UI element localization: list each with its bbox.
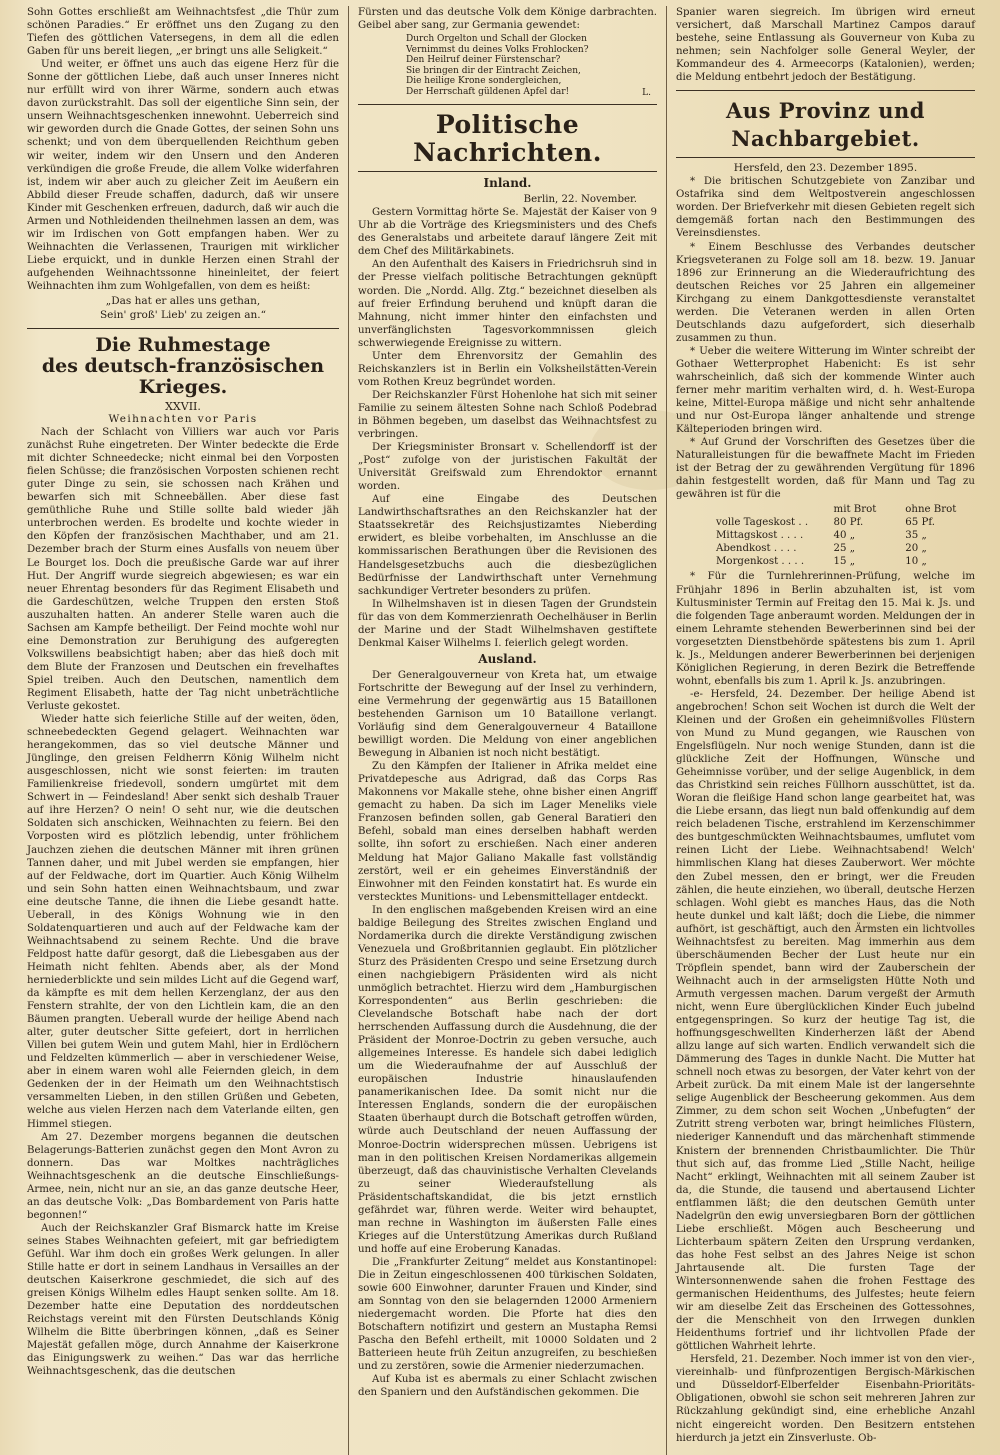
divider [358, 171, 657, 172]
inland-news [358, 206, 657, 650]
table-cell: volle Tageskost . . [716, 517, 809, 529]
heading-line: Die Ruhmestage [95, 334, 271, 357]
column-1 [18, 6, 348, 1455]
table-cell: Abendkost . . . . [716, 543, 797, 555]
table-row [716, 516, 975, 529]
paragraph: Gestern Vormittag hörte Se. Majestät der Kaiser von 9 Uhr ab die Vorträge des Kriegsministers und des Chefs des Generalstabs und arbeitete darauf längere Zeit mit dem Chef des Militärkabinets. [358, 207, 657, 258]
table-cell: 80 Pf. [833, 517, 864, 529]
table-cell: 35 „ [905, 530, 927, 542]
column-2 [348, 6, 666, 1455]
paragraph: Hersfeld, 21. Dezember. Noch immer ist von den vier-, viereinhalb- und fünfprozentigen Bergisch-Märkischen und Düsseldorf-Elberfelder Eisenbahn-Prioritäts-Obligationen, obwohl sie schon seit mehreren Jahren zur Rückzahlung gekündigt sind, eine erhebliche Anzahl nicht eingereicht worden. Den Besitzern entstehen hierdurch ja jetzt ein Zinsverluste. Ob- [676, 1354, 975, 1444]
column-3 [666, 6, 984, 1455]
article-subtitle: Weihnachten vor Paris [108, 413, 258, 426]
local-news-continued [676, 570, 975, 1444]
paragraph: An den Aufenthalt des Kaisers in Friedrichsruh sind in der Presse vielfach politische Betrachtungen geknüpft worden. Die „Nordd. Allg. Ztg.“ bezeichnet dieselben als auf freier Erfindung beruhend und knüpft daran die Mahnung, nicht immer hinter den einfachsten und unverfänglichsten Tagesvorkommnissen gleich schwerwiegende Ereignisse zu wittern. [358, 259, 657, 349]
heading-line: des deutsch-französischen Krieges. [41, 355, 325, 399]
table-cell: 10 „ [905, 556, 927, 568]
paragraph: Die „Frankfurter Zeitung“ meldet aus Konstantinopel: Die in Zeitun eingeschlossenen 400 türkischen Soldaten, sowie 600 Einwohner, darunter Frauen und Kinder, sind am Sonntag von den sie belagernden 12000 Armeniern niedergemacht worden. Die Pforte hat dies den Botschaftern notifizirt und gestern an Mustapha Remsi Pascha den Befehl ertheilt, mit 10000 Soldaten und 2 Batterieen heute früh Zeitun anzugreifen, zu beschießen und zu zerstören, sowie die Armenier niederzumachen. [358, 1256, 657, 1373]
table-cell: 65 Pf. [905, 517, 935, 529]
paragraph: Auf eine Eingabe des Deutschen Landwirthschaftsrathes an den Reichskanzler hat der Staatssekretär des Reichsjustizamtes Nieberding erwidert, es bleibe vorbehalten, im Anschlusse an die kommissarischen Berathungen über die Revisionen des Handelsgesetzbuchs auch die diesbezüglichen Bedürfnisse der Landwirthschaft unter Vernehmung sachkundiger Vertreter besonders zu prüfen. [358, 494, 657, 597]
article-heading [27, 335, 339, 398]
table-cell: 15 „ [833, 556, 856, 568]
col2-intro [358, 6, 657, 32]
table-cell: 25 „ [833, 543, 856, 555]
paragraph: Spanier waren siegreich. Im übrigen wird erneut versichert, daß Marschall Martinez Campos darauf bestehe, seine Entlassung als Gouverneur von Kuba zu nehmen; sein Nachfolger solle General Weyler, der Kommandeur des 4. Armeecorps (Katalonien), werden; die Meldung entbehrt jedoch der Bestätigung. [676, 7, 975, 84]
poem-line: Die heilige Krone sondergleichen, [406, 76, 562, 87]
table-cell [716, 503, 834, 516]
paragraph: Fürsten und das deutsche Volk dem Könige darbrachten. Geibel aber sang, zur Germania gewendet: [358, 7, 657, 32]
table-row [716, 542, 975, 555]
paragraph: -e- Hersfeld, 24. Dezember. Der heilige Abend ist angebrochen! Schon seit Wochen ist durch die Welt der Kleinen und der Großen ein geheimnißvolles Flüstern von Mund zu Mund gegangen, wie Rauschen von Engelsflügeln. Nur noch wenige Stunden, dann ist die glückliche Zeit der Hoffnungen, Wünsche und Geheimnisse vorüber, und der selige Augenblick, in dem das Christkind sein reiches Füllhorn ausschüttet, ist da. Woran die fleißige Hand schon lange gearbeitet hat, was die Liebe ersann, das liegt nun bald offenkundig auf dem reich beladenen Tische, erstrahlend im Kerzenschimmer des buntgeschmückten Weihnachtsbaumes, umflutet vom reinen Licht der Liebe. Weihnachtsabend! Welch' himmlischen Klang hat dieses Zauberwort. Wer möchte den Zubel messen, den er bringt, wer die Freuden zählen, die heute einziehen, wo überall, deutsche Herzen schlagen. Wohl giebt es manches Haus, das die Noth heute dunkel und kalt läßt; doch die Liebe, die nimmer aufhört, ist geschäftigt, auch den Ärmsten ein lichtvolles Weihnachtsfest zu bereiten. Mag immerhin aus dem überschäumenden Becher der Lust heute nur ein Tröpflein spendet, bann wird der Zauberschein der Weihnacht auch in der armseligsten Hütte Noth und Armuth vergessen machen. Darum vergeßt der Armuth nicht, wenn Eure überglücklichen Kinder Euch jubelnd entgegenspringen. So kurz der heutige Tag ist, die hoffnungsgeschwellten Kinderherzen läßt der Abend allzu lange auf sich warten. Endlich verwandelt sich die Dämmerung des Tages in dunkle Nacht. Die Mutter hat schnell noch etwas zu besorgen, der Vater kehrt von der Arbeit zurück. Da mit einem Male ist der langersehnte selige Augenblick der Bescheerung gekommen. Aus dem Zimmer, zu dem schon seit Wochen „Unbefugten“ der Zutritt streng verboten war, bringt heimliches Flüstern, niederiger Kannenduft und das märchenhaft stimmende Knistern der brennenden Christbaumlichter. Die Thür thut sich auf, das fromme Lied „Stille Nacht, heilige Nacht“ erklingt, Weihnachten mit all seinem Zauber ist da, die Stunde, die tausend und abertausend Lichter entflammen läßt; die den deutschen Gemüth unter Nadelgrün den ewig unversiegbaren Born der göttlichen Liebe erschließt. Mögen auch Bescheerung und Lichterbaum spätern Zeiten den Ursprung verdanken, das hohe Fest selbst an des Jahres Neige ist schon Jahrtausende alt. Die fursten Tage der Wintersonnenwende sahen die frohen Festtage des germanischen Heidenthums, des Julfestes; heute feiern wir am dieselbe Zeit das Erscheinen des Gottessohnes, der die Menschheit von den Irrwegen dunklen Heidenthums fortrief und ihr lichtvollen Pfade der göttlichen Wahrheit lehrte. [676, 688, 975, 1353]
hymn-quote [27, 295, 339, 322]
quote-line: „Das hat er alles uns gethan, [105, 295, 261, 308]
paragraph: * Einem Beschlusse des Verbandes deutscher Kriegsveteranen zu Folge soll am 18. bezw. 19. Januar 1896 zur Erinnerung an die Wiederaufrichtung des deutschen Reiches vor 25 Jahren ein allgemeiner Kirchgang zu einem Dankgottesdienste veranstaltet werden. Die Veteranen werden in allen Orten Deutschlands dazu aufgefordert, sich dieserhalb zusammen zu thun. [676, 241, 975, 344]
paragraph: Wieder hatte sich feierliche Stille auf der weiten, öden, schneebedeckten Gegend gelagert. Weihnachten war herangekommen, das so viel deutsche Männer und Jünglinge, den greisen Feldherrn König Wilhelm nicht ausgeschlossen, nicht wie sonst feierten: im trauten Familienkreise friedevoll, sondern umgürtet mit dem Schwert in — Feindesland! Aber senkt sich deshalb Trauer auf ihre Herzen? O nein! O seht nur, wie die deutschen Soldaten sich anschicken, Weihnachten zu feiern. Bei den Vorposten wird es plötzlich lebendig, unter fröhlichem Jauchzen ziehen die deutschen Männer mit ihren grünen Tannen daher, und mit Jubel werden sie empfangen, hier auf der Feldwache, dort im Quartier. Auch König Wilhelm und sein Sohn hatten einen Weihnachtsbaum, und zwar eine deutsche Tanne, die ihnen die Liebe gesandt hatte. Ueberall, in des Königs Wohnung wie in den Soldatenquartieren und auch auf der Feldwache kam der Weihnachtsabend zu seinem Rechte. Und die brave Feldpost hatte dafür gesorgt, daß die Liebesgaben aus der Heimath nicht fehlten. Abends aber, als der Mond herniederblickte und sein mildes Licht auf die Gegend warf, da kämpfte es mit dem hellen Kerzenglanz, der aus den Fenstern strahlte, der von den Lichtlein kam, die an den Bäumen prangten. Ueberall wurde der heilige Abend nach alter, guter deutscher Sitte gefeiert, dort in herrlichen Villen bei gutem Wein und gutem Mahl, hier in Erdlöchern und Feldzelten kümmerlich — aber in verschiedener Weise, aber in einem waren wohl alle Feiernden gleich, in dem Gedenken der in der Heimath um den Weihnachtstisch versammelten Lieben, in den stillen Grüßen und Gebeten, welche aus vielen Herzen nach dem Vaterlande eilten, gen Himmel stiegen. [27, 714, 339, 1130]
paragraph: Und weiter, er öffnet uns auch das eigene Herz für die Sonne der göttlichen Liebe, daß auch unser Inneres nicht nur erfüllt wird von ihrer Wärme, sondern auch etwas davon zurückstrahlt. Das soll der eigentliche Sinn sein, der unsern Weihnachtsgeschenken innewohnt. Ueberreich sind wir geworden durch die Gnade Gottes, der seinen Sohn uns schenkt; und von dem überquellenden Reichthum geben wir weiter, indem wir den Unsern und den Anderen verkündigen die große Freude, die allem Volke widerfahren ist, indem wir aber auch zu gleicher Zeit im Aeußern ein Abbild dieser Freude schaffen, dadurch, daß wir unsere Kinder mit Geschenken erfreuen, dadurch, daß wir auch die Armen und Nothleidenden theilnehmen lassen an dem, was wir im Irdischen von Gott empfangen haben. Wer zu Weihnachten die Verlassenen, Traurigen mit wirklicher Liebe erquickt, und in dunkle Herzen einen Strahl der aufgehenden Weihnachtssonne hineinleitet, der feiert Weihnachten ihm zum Wohlgefallen, von dem es heißt: [27, 59, 339, 292]
paragraph: * Für die Turnlehrerinnen-Prüfung, welche im Frühjahr 1896 in Berlin abzuhalten ist, ist vom Kultusminister Termin auf Freitag den 15. Mai k. Js. und die folgenden Tage anberaumt worden. Meldungen der in einem Lehramte stehenden Bewerberinnen sind bei der vorgesetzten Dienstbehörde spätestens bis zum 1. April k. Js., Meldungen anderer Bewerberinnen bei derjenigen Königlichen Regierung, in deren Bezirk die Betreffende wohnt, ebenfalls bis zum 1. April k. Js. anzubringen. [676, 571, 975, 687]
dateline: Hersfeld, den 23. Dezember 1895. [733, 162, 918, 175]
paragraph: Der Kriegsminister Bronsart v. Schellendorff ist der „Post“ zufolge von der juristischen Fakultät der Universität Greifswald zum Ehrendoktor ernannt worden. [358, 442, 657, 493]
paragraph: Zu den Kämpfen der Italiener in Afrika meldet eine Privatdepesche aus Adrigrad, daß das Corps Ras Makonnens vor Makalle stehe, ohne bisher einen Angriff gemacht zu haben. Da sich im Lager Meneliks viele Franzosen befinden sollen, gab General Baratieri den Befehl, sobald man eines derselben habhaft werden sollte, ihn sofort zu erschießen. Nach einer anderen Meldung hat Major Galiano Makalle fast vollständig zerstört, weil er ein geheimes Einverständniß der Einwohner mit den Feinden konstatirt hat. Es wurde ein verstecktes Munitions- und Lebensmittellager entdeckt. [358, 761, 657, 903]
divider [358, 104, 657, 105]
article-number: XXVII. [165, 400, 201, 414]
ausland-heading: Ausland. [478, 651, 537, 666]
poem [358, 34, 657, 98]
table-cell: 20 „ [905, 543, 927, 555]
table-cell: ohne Brot [905, 504, 957, 516]
table-row [716, 529, 975, 542]
local-news [676, 175, 975, 501]
paragraph: Unter dem Ehrenvorsitz der Gemahlin des Reichskanzlers ist in Berlin ein Volksheilstätten-Verein vom Rothen Kreuz begründet worden. [358, 350, 657, 388]
paragraph: * Die britischen Schutzgebiete von Zanzibar und Ostafrika sind dem Weltpostverein angeschlossen worden. Der Briefverkehr mit diesen Gebieten regelt sich demgemäß fortan nach den Bestimmungen des Vereinsdienstes. [676, 176, 975, 240]
paragraph: * Ueber die weitere Witterung im Winter schreibt der Gothaer Wetterprophet Habenicht: Es ist sehr wahrscheinlich, daß sich der kommende Winter auch ferner mehr maritim verhalten wird, d. h. West-Europa keine, Mittel-Europa mäßige und nicht sehr anhaltende und nur Ost-Europa länger anhaltende und strenge Kälteperioden bringen wird. [676, 345, 975, 436]
paragraph: Auch der Reichskanzler Graf Bismarck hatte im Kreise seines Stabes Weihnachten gefeiert, mit gar befriedigtem Gefühl. War ihm doch ein großes Werk gelungen. In aller Stille hatte er dort in seinem Landhaus in Versailles an der deutschen Kaiserkrone geschmiedet, die sich auf des greisen Königs Wilhelm edles Haupt senken sollte. Am 18. Dezember hatte eine Deputation des norddeutschen Reichstags vereint mit den Fürsten Deutschlands König Wilhelm die Bitte überbringen können, „daß es Seiner Majestät gefallen möge, durch Annahme der Kaiserkrone das Einigungswerk zu weihen.“ Das war das herrliche Weihnachtsgeschenk, das die deutschen [27, 1222, 339, 1378]
table-row [716, 503, 975, 516]
paragraph: Sohn Gottes erschließt am Weihnachtsfest „die Thür zum schönen Paradies.“ Er eröffnet uns den Zugang zu den Tiefen des göttlichen Vatersegens, in dem all die edlen Gaben für uns bereit liegen, „er bringt uns alle Seligkeit.“ [27, 7, 339, 58]
divider [27, 328, 339, 329]
rations-table [716, 503, 975, 568]
table-cell: mit Brot [833, 504, 877, 516]
poem-line: Den Heilruf deiner Fürstenschar? [406, 55, 561, 66]
table-cell: Mittagskost . . . . [716, 530, 804, 542]
poem-line: Sie bringen dir der Eintracht Zeichen, [406, 65, 581, 76]
paragraph: Nach der Schlacht von Villiers war auch vor Paris zunächst Ruhe eingetreten. Der Winter bedeckte die Erde mit dichter Schneedecke; nicht einmal bei den Vorposten fielen Schüsse; die französischen Vorposten schienen recht guter Dinge zu sein, sie schossen nach Krähen und bewarfen sich mit Schneebällen. Aber diese fast gemüthliche Ruhe und Stille sollte bald wieder jäh unterbrochen werden. Es brodelte und kochte wieder in den Köpfen der französischen Machthaber, und am 21. Dezember brach der Sturm eines Ausfalls von neuem über Le Bourget los. Doch die preußische Garde war auf ihrer Hut. Der Angriff wurde siegreich abgewiesen; es war ein neuer Ehrentag besonders für das Regiment Elisabeth und die Gardeschützen, welche Truppen den ersten Stoß auszuhalten hatten. An anderer Stelle waren auch die Sachsen am Kampfe betheiligt. Der Feind mochte wohl nur eine Demonstration zur Beruhigung des aufgeregten Volkswillens beabsichtigt haben; aber das hieß doch mit dem Blute der Franzosen und Deutschen ein frevelhaftes Spiel treiben. Auch den Deutschen, namentlich dem Regiment Elisabeth, hatte der Tag nicht unbeträchtliche Verluste gekostet. [27, 427, 339, 713]
paragraph: * Auf Grund der Vorschriften des Gesetzes über die Naturalleistungen für die bewaffnete Macht im Frieden ist der Betrag der zu gewährenden Vergütung für 1896 dahin festgestellt worden, daß für Mann und Tag zu gewähren ist für die [676, 437, 975, 501]
paragraph: In den englischen maßgebenden Kreisen wird an eine baldige Beilegung des Streites zwischen England und Nordamerika durch die direkte Verständigung zwischen Venezuela und Großbritannien geglaubt. Ein plötzlicher Sturz des Präsidenten Crespo und seine Ersetzung durch einen nachgiebigern Präsidenten wird als nicht unmöglich betrachtet. Hierzu wird dem „Hamburgischen Korrespondenten“ aus Berlin geschrieben: die Clevelandsche Botschaft habe nach der dort herrschenden Auffassung durch die Ausdehnung, die der Präsident der Monroe-Doctrin zu geben versuche, auch allgemeines Interesse. Es handele sich dabei lediglich um die Wiederaufnahme der auf Ausschluß der europäischen Industrie hinauslaufenden panamerikanischen Idee. Da somit nicht nur die Interessen Englands, sondern die der europäischen Staaten überhaupt durch die Botschaft getroffen würden, würde auch Deutschland der neuen Auffassung der Monroe-Doctrin widersprechen müssen. Uebrigens ist man in den politischen Kreisen Nordamerikas allgemein überzeugt, daß das chauvinistische Verhalten Clevelands zu seiner Wiederaufstellung als Präsidentschaftskandidat, die bis jetzt ernstlich gefährdet war, führen werde. Weiter wird behauptet, man rechne in Washington im äußersten Falle eines Krieges auf die Unterstützung Amerikas durch Rußland und hoffe auf eine Eroberung Kanadas. [358, 904, 657, 1255]
paragraph: Am 27. Dezember morgens begannen die deutschen Belagerungs-Batterien zunächst gegen den Mont Avron zu donnern. Das war Moltkes nachträgliches Weihnachtsgeschenk an die deutsche Einschließungs-Armee, nein, nicht nur an sie, an das ganze deutsche Heer, an das deutsche Volk: „Das Bombardement von Paris hatte begonnen!“ [27, 1131, 339, 1221]
poem-line: Vernimmst du deines Volks Frohlocken? [406, 44, 589, 55]
section-title: Politische Nachrichten. [413, 110, 602, 168]
col3-intro [676, 6, 975, 84]
table-cell: Morgenkost . . . . [716, 556, 805, 568]
divider [676, 157, 975, 158]
ausland-news [358, 669, 657, 1400]
poem-line: Durch Orgelton und Schall der Glocken [406, 34, 587, 45]
poem-line: Der Herrschaft güldenen Apfel dar! [406, 87, 570, 98]
paragraph: Der Reichskanzler Fürst Hohenlohe hat sich mit seiner Familie zu seinem ältesten Sohne nach Schloß Podebrad in Böhmen begeben, um daselbst das Weihnachtsfest zu verbringen. [358, 389, 657, 441]
paragraph: Auf Kuba ist es abermals zu einer Schlacht zwischen den Spaniern und den Aufständischen gekommen. Die [358, 1374, 657, 1399]
table-cell: 40 „ [833, 530, 856, 542]
section-title: Aus Provinz und Nachbargebiet. [726, 98, 925, 152]
quote-line: Sein' groß' Lieb' zu zeigen an.“ [99, 308, 267, 321]
table-row [716, 555, 975, 568]
col1-intro [27, 6, 339, 293]
inland-heading: Inland. [483, 176, 532, 191]
divider [676, 90, 975, 91]
paragraph: In Wilhelmshaven ist in diesen Tagen der Grundstein für das von dem Kommerzienrath Oechelhäuser in Berlin der Marine und der Stadt Wilhelmshaven gestiftete Denkmal Kaiser Wilhelms I. feierlich gelegt worden. [358, 598, 657, 649]
paragraph: Der Generalgouverneur von Kreta hat, um etwaige Fortschritte der Bewegung auf der Insel zu verhindern, eine Vermehrung der gegenwärtig aus 15 Bataillonen bestehenden Garnison um 10 Bataillone verlangt. Vorläufig sind dem Generalgouverneur 4 Bataillone bewilligt worden. Die Meldung von einer angeblichen Bewegung in Albanien ist noch nicht bestätigt. [358, 669, 657, 760]
dateline: Berlin, 22. November. [523, 194, 637, 206]
poem-signature: L. [642, 87, 651, 98]
col1-article [27, 426, 339, 1378]
